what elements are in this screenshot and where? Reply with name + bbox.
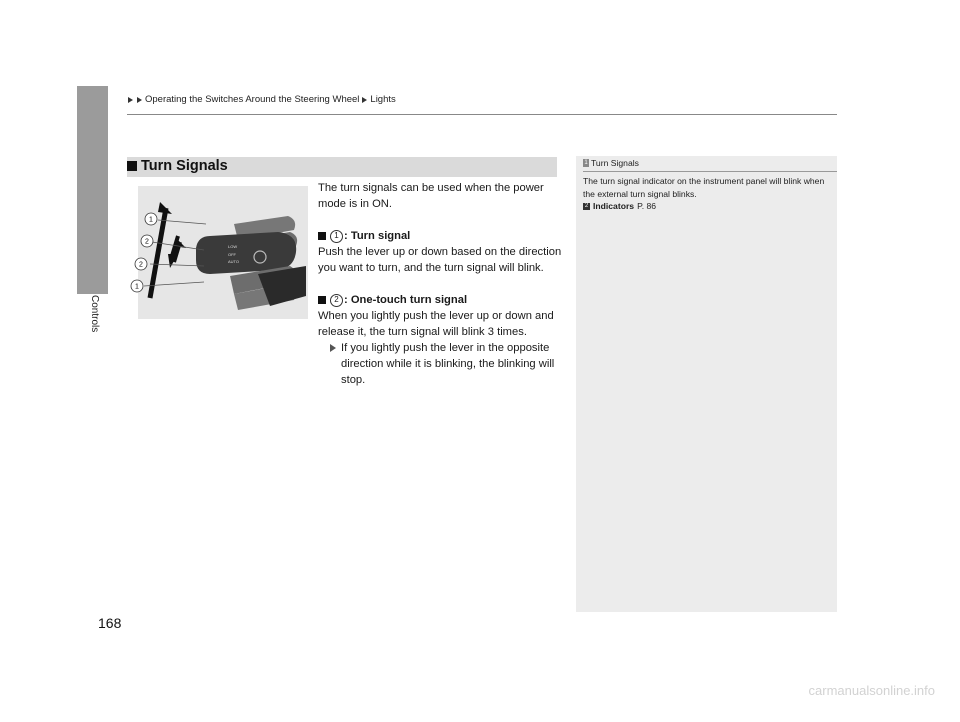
callout-1-top-label: 1 bbox=[149, 216, 153, 224]
callout-2-bottom-label: 2 bbox=[139, 261, 143, 269]
turn-signal-paragraph: Push the lever up or down based on the direction you want to turn, and the turn signal will blink. bbox=[318, 246, 562, 274]
square-bullet-icon bbox=[318, 232, 326, 240]
breadcrumb bbox=[127, 94, 396, 105]
side-note-panel bbox=[576, 156, 837, 612]
header-rule bbox=[127, 114, 837, 115]
note-paragraph: The turn signal indicator on the instrument panel will blink when the external turn signal blinks. bbox=[583, 176, 825, 199]
square-bullet-icon bbox=[127, 161, 137, 171]
arrow-head-icon bbox=[158, 202, 172, 214]
note-text bbox=[583, 175, 833, 213]
section-title bbox=[127, 158, 228, 174]
one-touch-note-text: If you lightly push the lever in the opposite direction while it is blinking, the blinking will stop. bbox=[341, 342, 555, 386]
side-tab-label bbox=[88, 295, 104, 355]
subheading-one-touch bbox=[318, 292, 563, 308]
one-touch-paragraph: When you lightly push the lever up or down and release it, the turn signal will blink 3 times. bbox=[318, 310, 554, 338]
body-text bbox=[318, 180, 563, 388]
watermark-text: carmanualsonline.info bbox=[808, 683, 935, 698]
intro-paragraph: The turn signals can be used when the power mode is in ON. bbox=[318, 182, 544, 210]
reference-arrow-icon: 2 bbox=[584, 203, 589, 209]
breadcrumb-item-topic[interactable]: Lights bbox=[370, 94, 396, 105]
note-marker-icon: 1 bbox=[584, 160, 588, 166]
breadcrumb-arrow-icon bbox=[128, 97, 133, 103]
subheading-one-touch-text: : One-touch turn signal bbox=[344, 294, 468, 306]
reference-label[interactable]: Indicators bbox=[593, 201, 635, 211]
lever-marking-auto: AUTO bbox=[228, 259, 240, 264]
section-header-bar bbox=[127, 157, 557, 177]
side-tab-label-text: Controls bbox=[89, 295, 100, 333]
turn-signal-lever-illustration bbox=[135, 186, 308, 319]
subheading-turn-signal bbox=[318, 228, 563, 244]
reference-page[interactable]: P. 86 bbox=[637, 201, 657, 211]
watermark bbox=[757, 682, 937, 698]
section-title-text: Turn Signals bbox=[141, 158, 228, 174]
lever-marking-low: LOW bbox=[228, 244, 238, 249]
arrow-head-icon bbox=[168, 254, 178, 268]
square-bullet-icon bbox=[318, 296, 326, 304]
one-touch-note bbox=[330, 340, 563, 388]
page-number: 168 bbox=[98, 615, 122, 631]
note-heading-text: Turn Signals bbox=[591, 158, 639, 168]
subheading-turn-signal-text: : Turn signal bbox=[344, 230, 411, 242]
breadcrumb-item-section[interactable]: Operating the Switches Around the Steering Wheel bbox=[145, 94, 360, 105]
note-rule bbox=[583, 171, 837, 172]
lever-marking-off: OFF bbox=[228, 252, 236, 257]
breadcrumb-arrow-icon bbox=[362, 97, 367, 103]
callout-2-top-label: 2 bbox=[145, 238, 149, 246]
breadcrumb-arrow-icon bbox=[137, 97, 142, 103]
spacer bbox=[318, 212, 563, 228]
number-2-icon: 2 bbox=[330, 294, 343, 307]
pointer-arrow-icon bbox=[330, 344, 336, 352]
note-heading bbox=[583, 158, 639, 168]
note-reference[interactable] bbox=[583, 200, 833, 213]
number-1-icon: 1 bbox=[330, 230, 343, 243]
lever-diagram bbox=[135, 186, 308, 319]
spacer bbox=[318, 276, 563, 292]
side-tab bbox=[77, 86, 108, 294]
callout-1-bottom-label: 1 bbox=[135, 283, 139, 291]
